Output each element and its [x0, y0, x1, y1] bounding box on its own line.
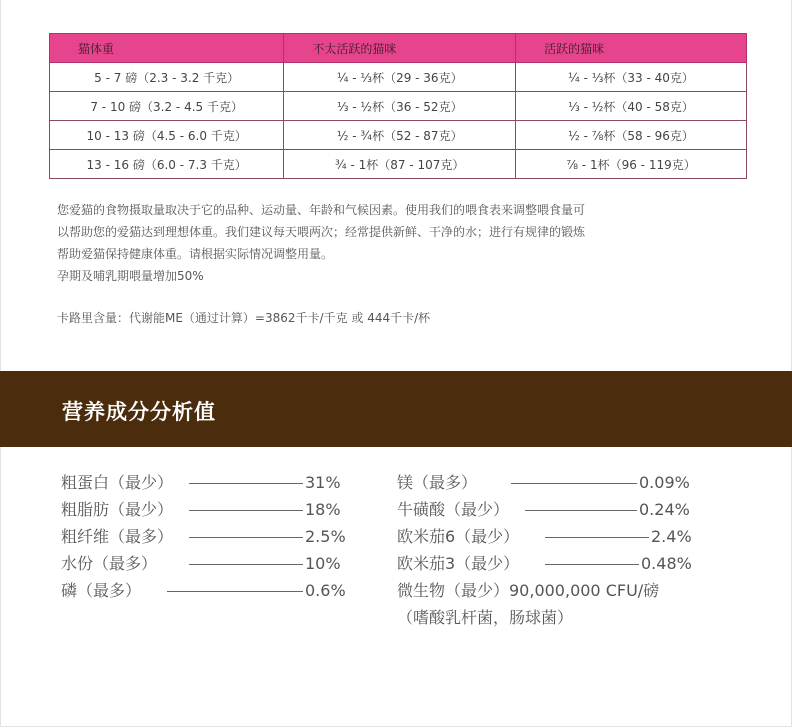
- cell-active: ⅓ - ½杯（40 - 58克）: [516, 92, 747, 121]
- section-title: 营养成分分析值: [62, 400, 216, 424]
- table-row: [50, 150, 747, 179]
- nutrient-row: [397, 497, 697, 523]
- nutrient-label: 水份（最多）: [61, 554, 158, 573]
- note-line: 以帮助您的爱猫达到理想体重。我们建议每天喂两次；经常提供新鲜、干净的水；进行有规律的锻炼: [57, 225, 586, 239]
- calorie-content: 卡路里含量：代谢能ME（通过计算）=3862千卡/千克 或 444千卡/杯: [57, 311, 431, 325]
- cell-weight: 10 - 13 磅（4.5 - 6.0 千克）: [50, 121, 284, 150]
- table-row: [50, 92, 747, 121]
- table-row: [50, 63, 747, 92]
- leader-line: [167, 591, 303, 592]
- leader-line: [189, 537, 303, 538]
- nutrient-value: 0.48%: [641, 554, 692, 573]
- leader-line: [511, 483, 637, 484]
- nutrient-label: 欧米茄3（最少）: [397, 554, 520, 573]
- nutrient-row: [397, 551, 697, 577]
- nutrient-label: 粗蛋白（最少）: [61, 473, 174, 492]
- nutrient-label: 磷（最多）: [61, 581, 142, 600]
- nutrient-row: [61, 470, 351, 496]
- nutrient-value: 0.09%: [639, 473, 690, 492]
- cell-less-active: ¾ - 1杯（87 - 107克）: [284, 150, 516, 179]
- cell-less-active: ¼ - ⅓杯（29 - 36克）: [284, 63, 516, 92]
- cell-less-active: ½ - ¾杯（52 - 87克）: [284, 121, 516, 150]
- header-cat-weight: 猫体重: [50, 34, 284, 63]
- nutrient-value: 2.5%: [305, 527, 346, 546]
- nutrient-row: [397, 524, 697, 550]
- probiotic-line: 微生物（最少）90,000,000 CFU/磅: [397, 581, 660, 600]
- nutrient-value: 10%: [305, 554, 341, 573]
- nutrient-row: [61, 497, 351, 523]
- leader-line: [525, 510, 637, 511]
- nutrient-value: 2.4%: [651, 527, 692, 546]
- feeding-note: [57, 199, 737, 287]
- probiotic-strains: （嗜酸乳杆菌，肠球菌）: [397, 608, 574, 627]
- leader-line: [545, 537, 649, 538]
- nutrient-label: 牛磺酸（最少）: [397, 500, 510, 519]
- nutrient-value: 0.6%: [305, 581, 346, 600]
- leader-line: [189, 510, 303, 511]
- cell-weight: 13 - 16 磅（6.0 - 7.3 千克）: [50, 150, 284, 179]
- leader-line: [189, 564, 303, 565]
- note-line: 帮助爱猫保持健康体重。请根据实际情况调整用量。: [57, 247, 334, 261]
- header-less-active: 不太活跃的猫咪: [284, 34, 516, 63]
- nutrient-label: 粗脂肪（最少）: [61, 500, 174, 519]
- section-banner: [0, 371, 792, 447]
- cell-active: ⅞ - 1杯（96 - 119克）: [516, 150, 747, 179]
- nutrient-label: 欧米茄6（最少）: [397, 527, 520, 546]
- cell-weight: 7 - 10 磅（3.2 - 4.5 千克）: [50, 92, 284, 121]
- nutrient-label: 镁（最多）: [397, 473, 478, 492]
- cell-active: ¼ - ⅓杯（33 - 40克）: [516, 63, 747, 92]
- nutrient-value: 31%: [305, 473, 341, 492]
- nutrient-row: [61, 578, 351, 604]
- leader-line: [189, 483, 303, 484]
- table-row: [50, 121, 747, 150]
- nutrient-value: 0.24%: [639, 500, 690, 519]
- leader-line: [545, 564, 639, 565]
- nutrient-row: [61, 524, 351, 550]
- note-line: 孕期及哺乳期喂量增加50%: [57, 269, 204, 283]
- nutrient-value: 18%: [305, 500, 341, 519]
- feeding-table: [49, 33, 747, 179]
- nutrient-row: [61, 551, 351, 577]
- note-line: 您爱猫的食物摄取量取决于它的品种、运动量、年龄和气候因素。使用我们的喂食表来调整喂食量可: [57, 203, 586, 217]
- cell-weight: 5 - 7 磅（2.3 - 3.2 千克）: [50, 63, 284, 92]
- nutrient-label: 粗纤维（最多）: [61, 527, 174, 546]
- header-active: 活跃的猫咪: [516, 34, 747, 63]
- cell-less-active: ⅓ - ½杯（36 - 52克）: [284, 92, 516, 121]
- table-header-row: [50, 34, 747, 63]
- cell-active: ½ - ⅞杯（58 - 96克）: [516, 121, 747, 150]
- nutrient-row: [397, 470, 697, 496]
